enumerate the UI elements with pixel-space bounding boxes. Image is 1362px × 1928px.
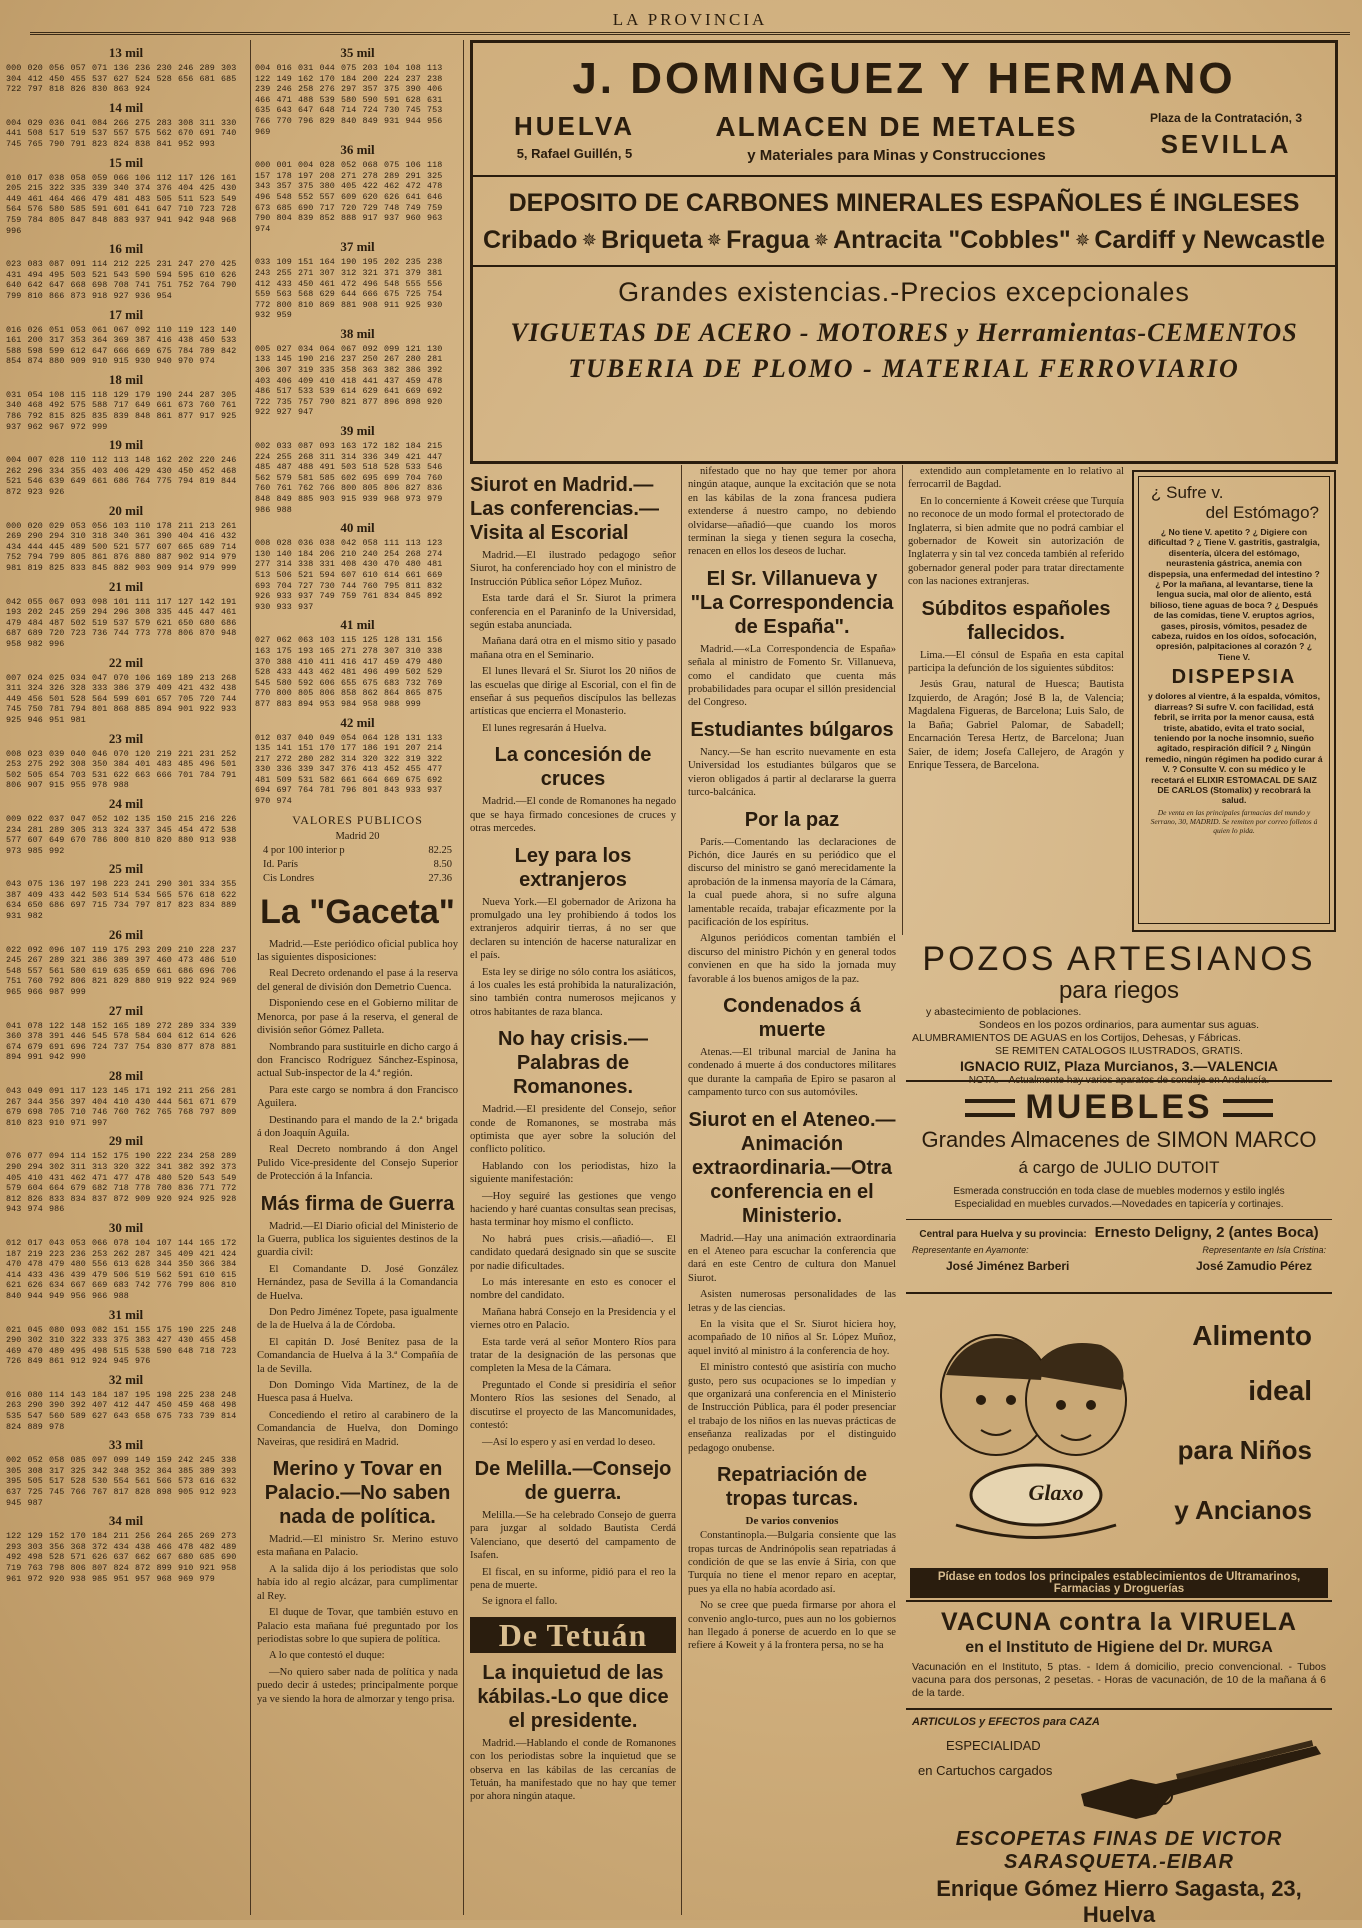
valores-value: 82.25 xyxy=(428,844,452,856)
paragraph: Madrid.—El conde de Romanones ha negado que se haya firmado concesiones de cruces y otras mercedes. xyxy=(470,796,676,835)
store-sub: y Materiales para Minas y Construcciones xyxy=(747,147,1046,164)
vacuna-subtitle: en el Instituto de Higiene del Dr. MURGA xyxy=(965,1639,1273,1656)
lottery-title: 32 mil xyxy=(108,1371,144,1387)
paragraph: Nueva York.—El gobernador de Arizona ha promulgado una ley prohibiendo á todos los extranjeros adquirir tierras, á no ser que declaren su intención de hacerse naturalizar en el país. xyxy=(470,896,676,962)
star-ornament-icon: ✵ xyxy=(1075,230,1091,250)
paragraph: Don Domingo Vida Martínez, de la de Huesca pasa á Huelva. xyxy=(257,1380,458,1405)
paragraph: Mañana habrá Consejo en la Presidencia y el viernes otro en Palacio. xyxy=(470,1306,676,1332)
lottery-numbers: 022 092 096 107 119 175 293 209 210 228 237 245 267 289 321 386 389 397 460 473 486 510 548 557 561 580 619 635 659 661 686 696 706 751 760 792 806 821 829 880 919 922 924 969 965 966 987 999 xyxy=(6,944,237,998)
gaceta-headline: La "Gaceta" xyxy=(260,892,455,931)
carbon-type: Briqueta xyxy=(601,226,703,254)
store-name: ALMACEN DE METALES xyxy=(715,111,1078,142)
paragraph: Madrid.—«La Correspondencia de España» señala al ministro de Fomento Sr. Villanueva, como el candidato que cuenta más probabilidades para ocupar el sillón presidencial del Congreso. xyxy=(688,643,896,709)
muebles-subtitle: Grandes Almacenes de SIMON MARCO xyxy=(921,1127,1317,1152)
paragraph: Constantinopla.—Bulgaria consiente que las tropas turcas de Andrinópolis sean repatriadas á condición de que se las envíe á Siria, con que Turquía no tiene el menor reparo en aceptar, pues ya ella no había acordado así. xyxy=(688,1530,896,1595)
cartuchos-line: en Cartuchos cargados xyxy=(918,1763,1053,1778)
paragraph: Nancy.—Se han escrito nuevamente en esta Universidad los estudiantes búlgaros que se vieron obligados á partir al declararse la guerra turco-balcánica. xyxy=(688,746,896,799)
star-ornament-icon: ✵ xyxy=(581,230,597,250)
carbon-type: Cribado xyxy=(483,226,578,254)
valores-city: Madrid 20 xyxy=(335,830,380,842)
lottery-title: 21 mil xyxy=(108,578,144,594)
paragraph: Destinando para el mando de la 2.ª brigada á don Joaquín Aguila. xyxy=(257,1114,458,1139)
estomago-title-2: del Estómago? xyxy=(1205,503,1319,522)
guerra-body xyxy=(255,1220,460,1450)
escopetas-footer: Enrique Gómez Hierro Sagasta, 23, Huelva xyxy=(936,1876,1302,1927)
escopetas-ad xyxy=(906,1716,1332,1927)
tuberia-line: TUBERIA DE PLOMO - MATERIAL FERROVIARIO xyxy=(568,354,1240,383)
caza-line: ARTICULOS y EFECTOS para CAZA xyxy=(912,1716,1100,1728)
lottery-title: 22 mil xyxy=(108,654,144,670)
paragraph: No se cree que pueda firmarse por ahora el convenio anglo-turco, pues aun no los gobiernos han llegado á ponerse de acuerdo en lo que se refiere á Koweit y á la frontera persa, no se ha xyxy=(688,1600,896,1652)
alimento-ancianos: y Ancianos xyxy=(1174,1495,1312,1525)
lottery-numbers: 010 017 038 058 059 066 106 112 117 126 161 205 215 322 335 339 340 374 376 404 425 430 449 461 464 466 479 481 483 505 511 523 549 564 576 580 585 591 601 641 647 710 723 728 759 784 805 847 848 883 937 941 942 948 968 996 xyxy=(6,172,237,236)
valores-label: Id. París xyxy=(263,858,298,870)
carbon-type: Antracita "Cobbles" xyxy=(833,226,1071,254)
lottery-title: 23 mil xyxy=(108,730,144,746)
tetuan-headline: De Tetuán xyxy=(470,1617,676,1653)
lottery-numbers: 023 083 087 091 114 212 225 231 247 270 425 431 494 495 503 521 543 590 594 595 610 626 640 642 647 668 698 708 741 751 752 764 790 799 810 866 873 918 927 936 954 xyxy=(6,259,237,301)
column-4 xyxy=(686,465,898,1915)
city-right: SEVILLA xyxy=(1160,129,1292,159)
merino-headline: Merino y Tovar en Palacio.—No saben nada de política. xyxy=(264,1458,451,1529)
paragraph: Mañana dará otra en el mismo sitio y pasado mañana otra en el Seminario. xyxy=(470,636,676,661)
paragraph: Hablando con los periodistas, hizo la siguiente manifestación: xyxy=(470,1160,676,1186)
paragraph: Esta tarde verá al señor Montero Ríos para tratar de la designación de las personas que completen la Mesa de la Cámara. xyxy=(470,1336,676,1375)
alimento-ninos: para Niños xyxy=(1177,1435,1312,1465)
lottery-title: 39 mil xyxy=(340,423,375,439)
lottery-numbers: 008 028 036 038 042 058 111 113 123 130 140 184 206 210 240 254 268 274 277 314 338 331 408 430 470 480 481 513 506 521 594 607 610 614 661 669 693 704 727 730 744 760 795 811 832 926 933 937 749 759 761 834 845 892 930 933 937 xyxy=(255,538,443,612)
paragraph: Real Decreto ordenando el pase á la reserva del general de división don Demetrio Cuenca. xyxy=(257,968,458,993)
crisis-headline: No hay crisis.—Palabras de Romanones. xyxy=(497,1028,649,1099)
valores-label: Cis Londres xyxy=(263,872,315,884)
paragraph: El fiscal, en su informe, pidió para el reo la pena de muerte. xyxy=(470,1566,676,1591)
vacuna-title: VACUNA contra la VIRUELA xyxy=(941,1608,1297,1636)
deposito-line: DEPOSITO DE CARBONES MINERALES ESPAÑOLES É INGLESES xyxy=(508,189,1300,217)
column-3 xyxy=(468,465,678,1915)
bulgaros-headline: Estudiantes búlgaros xyxy=(690,718,894,741)
estomago-footer: De venta en las principales farmacias del mundo y Serrano, 30, MADRID. Se remiten por correo folletos á quien lo pida. xyxy=(1150,807,1318,835)
city-left: HUELVA xyxy=(513,111,636,141)
paragraph: Lo más interesante en esto es conocer el nombre del candidato. xyxy=(470,1277,676,1302)
paragraph: Nombrando para sustituirle en dicho cargo á don Francisco Rodríguez Sánchez-Espinosa, actual Sub-inspector de la 4.ª región. xyxy=(257,1041,458,1080)
ateneo-headline: Siurot en el Ateneo.—Animación extraordinaria.—Otra conferencia en el Ministerio. xyxy=(688,1108,896,1227)
lottery-column-2 xyxy=(255,45,460,807)
paragraph: No habrá pues crisis.—añadió—. El candidato quedará designado sin que se suscite por nadie dificultades. xyxy=(470,1233,676,1272)
lottery-numbers: 016 080 114 143 184 187 195 198 225 238 248 263 290 390 392 407 412 447 450 459 468 498 535 547 560 589 627 643 658 675 733 739 814 824 889 978 xyxy=(6,1389,237,1432)
guerra-headline: Más firma de Guerra xyxy=(260,1192,455,1215)
dominguez-ad xyxy=(470,40,1338,464)
paragraph: Se ignora el fallo. xyxy=(482,1596,558,1608)
muebles-title: MUEBLES xyxy=(1025,1088,1213,1126)
paz-headline: Por la paz xyxy=(744,808,840,831)
lottery-title: 31 mil xyxy=(108,1306,144,1322)
rep2-label: Representante en Isla Cristina: xyxy=(1202,1245,1326,1255)
paragraph: Jesús Grau, natural de Huesca; Bautista Izquierdo, de Aragón; José B la, de Valencia; Magdalena Figueras, de Barcelona; Luis Salo, de la Baña; Gabriel Palomar, de Sabadell; Encarnación Teresa Hertz, de Barcelona; Juan Saier, de idem; Josefa Callejero, de Aragón y Enrique Tessera, de Barcelona. xyxy=(908,679,1124,771)
paragraph: El lunes regresarán á Huelva. xyxy=(482,722,607,734)
paragraph: Para este cargo se nombra á don Francisco Aguilera. xyxy=(257,1084,458,1110)
lottery-numbers: 027 062 063 103 115 125 128 131 156 163 175 193 165 271 278 307 310 338 370 388 410 411 416 417 459 479 480 528 433 443 462 481 496 499 502 529 545 580 592 606 655 675 683 732 769 770 800 805 806 858 862 864 865 875 877 883 894 953 984 958 988 999 xyxy=(255,635,443,709)
column-2 xyxy=(255,40,460,1915)
address-right: Plaza de la Contratación, 3 xyxy=(1149,111,1303,125)
lottery-title: 15 mil xyxy=(108,154,144,170)
paragraph: El Comandante D. José González Hernández, pasa de Sevilla á la Comandancia de Huelva. xyxy=(257,1263,458,1302)
escopetas-line: ESCOPETAS FINAS DE VICTOR SARASQUETA.-EIBAR xyxy=(955,1828,1283,1873)
rep2-name: José Zamudio Pérez xyxy=(1195,1259,1312,1273)
lottery-title: 33 mil xyxy=(108,1437,144,1453)
lottery-numbers: 016 026 051 053 061 067 092 110 119 123 140 161 200 317 353 364 369 387 416 438 450 533 588 598 599 612 647 666 669 675 784 789 842 854 874 880 909 910 915 930 940 970 974 xyxy=(6,324,237,367)
glaxo-brand: Glaxo xyxy=(1028,1480,1084,1505)
column-rule xyxy=(902,465,903,935)
lottery-numbers: 043 075 136 197 198 223 241 290 301 334 355 387 409 433 442 503 514 534 565 576 618 622 634 650 686 697 715 734 797 817 823 834 889 931 982 xyxy=(6,879,237,922)
lottery-title: 27 mil xyxy=(108,1002,144,1018)
pozos-line-4: SE REMITEN CATALOGOS ILUSTRADOS, GRATIS. xyxy=(995,1045,1243,1057)
muebles-ad xyxy=(906,1080,1332,1294)
lottery-numbers: 007 024 025 034 047 070 106 169 189 213 268 311 324 326 328 333 386 379 409 421 432 438 449 456 501 528 564 599 601 657 705 720 744 745 750 781 794 801 868 885 894 901 922 933 925 946 951 981 xyxy=(6,672,237,725)
lottery-numbers: 004 029 036 041 084 266 275 283 308 311 330 441 508 517 519 537 557 575 562 670 691 740 745 765 790 791 823 824 838 841 952 993 xyxy=(6,117,237,149)
dominguez-name: J. DOMINGUEZ Y HERMANO xyxy=(572,54,1236,103)
estomago-title-1: ¿ Sufre v. xyxy=(1151,483,1224,502)
especialidad-line: ESPECIALIDAD xyxy=(946,1738,1041,1753)
child-illustration-icon xyxy=(926,1320,1136,1545)
column-rule xyxy=(681,465,682,1915)
pozos-line-6: NOTA.—Actualmente hay varios aparatos de sondaje en Andalucía. xyxy=(968,1075,1270,1086)
paragraph: —Hoy seguiré las gestiones que vengo haciendo y haré cuantas consultas sean precisas, hasta terminar hoy mismo el conflicto. xyxy=(470,1190,676,1229)
valores-title: VALORES PUBLICOS xyxy=(292,812,423,827)
paragraph: Madrid.—Este periódico oficial publica hoy las siguientes disposiciones: xyxy=(257,938,458,964)
paragraph: Disponiendo cese en el Gobierno militar de Menorca, por pase á la reserva, el general de división señor Gómez Palleta. xyxy=(257,998,458,1037)
lottery-numbers: 021 045 080 093 082 151 155 175 190 225 248 290 302 310 322 333 375 383 427 430 455 458 469 470 489 495 498 515 538 590 648 718 723 726 849 861 912 924 945 976 xyxy=(6,1324,237,1367)
pozos-line-5: IGNACIO RUIZ, Plaza Murcianos, 3.—VALENCIA xyxy=(960,1058,1278,1074)
rule-ornament xyxy=(965,1099,1015,1117)
lottery-numbers: 000 020 029 053 056 103 110 178 211 213 261 269 290 294 310 318 340 361 390 404 416 432 434 444 445 489 500 521 577 607 665 689 714 752 794 799 805 861 876 880 887 902 914 979 981 819 825 833 845 882 903 909 914 979 999 xyxy=(6,520,237,573)
lottery-numbers: 076 077 094 114 152 175 190 222 234 258 289 290 294 302 311 313 320 322 341 382 392 373 405 410 431 462 471 477 478 480 520 543 549 579 604 664 679 682 718 778 780 836 771 772 812 826 833 834 837 872 909 920 924 925 928 943 974 986 xyxy=(6,1151,237,1215)
pozos-ad xyxy=(906,940,1332,1086)
paragraph: extendido aun completamente en lo relativo al ferrocarril de Bagdad. xyxy=(908,466,1124,491)
lottery-numbers: 000 001 004 028 052 068 075 106 118 157 178 197 208 271 278 289 291 325 343 357 375 380 405 422 462 472 478 496 548 552 557 609 620 626 641 646 673 685 690 717 720 729 748 749 759 790 804 839 852 888 917 937 960 963 974 xyxy=(255,160,443,234)
villanueva-headline: El Sr. Villanueva y "La Correspondencia de España". xyxy=(690,567,894,638)
lottery-numbers: 004 016 031 044 075 203 104 108 113 122 149 162 170 184 200 224 237 238 239 246 258 276 297 357 375 390 406 466 471 488 539 580 590 591 628 631 635 643 647 648 714 724 730 745 753 766 770 796 829 840 849 931 944 956 969 xyxy=(255,63,443,137)
cruces-headline: La concesión de cruces xyxy=(494,744,652,791)
alimento-ideal: ideal xyxy=(1248,1375,1312,1406)
lottery-title: 13 mil xyxy=(108,45,144,60)
lottery-title: 29 mil xyxy=(108,1133,144,1149)
lottery-column-1 xyxy=(6,40,246,1915)
muebles-cargo: á cargo de JULIO DUTOIT xyxy=(1018,1158,1220,1177)
rule-ornament xyxy=(1223,1099,1273,1117)
muebles-line-1: Esmerada construcción en toda clase de muebles modernos y estilo inglés xyxy=(953,1186,1285,1197)
central-value: Ernesto Deligny, 2 (antes Boca) xyxy=(1094,1224,1319,1241)
rep1-label: Representante en Ayamonte: xyxy=(912,1245,1029,1255)
alimento-ad xyxy=(906,1300,1332,1602)
carbones-row xyxy=(473,218,1335,267)
valores-label: 4 por 100 interior p xyxy=(263,844,345,856)
lottery-title: 41 mil xyxy=(340,617,375,633)
valores-row xyxy=(263,872,452,886)
rep1-name: José Jiménez Barberi xyxy=(946,1259,1070,1273)
paragraph: Don Pedro Jiménez Topete, pasa igualmente de la de Huelva á la de Córdoba. xyxy=(257,1307,458,1332)
pozos-title: POZOS ARTESIANOS xyxy=(922,940,1316,978)
column-rule xyxy=(250,40,251,1915)
lottery-numbers: 005 027 034 064 067 092 099 121 130 133 145 190 216 237 250 267 280 281 306 307 319 335 358 363 382 386 392 403 406 409 410 418 441 437 459 478 486 517 533 539 614 629 641 669 692 722 735 757 790 821 877 896 898 920 922 927 947 xyxy=(255,343,443,418)
paragraph: Concediendo el retiro al carabinero de la Comandancia de Huelva, don Domingo Naveiras, que residirá en Madrid. xyxy=(257,1409,458,1448)
viguetas-line: VIGUETAS DE ACERO - MOTORES y Herramientas-CEMENTOS xyxy=(510,318,1298,347)
lottery-title: 26 mil xyxy=(108,926,144,942)
paragraph: Madrid.—El ilustrado pedagogo señor Siurot, ha conferenciado hoy con el ministro de Instrucción Pública señor López Muñoz. xyxy=(470,550,676,588)
lottery-numbers: 012 017 043 053 066 078 104 107 144 165 172 187 219 223 236 253 262 287 345 409 421 424 470 478 479 480 556 613 628 344 350 366 384 414 433 436 439 479 506 519 562 591 610 615 621 626 634 667 669 683 742 776 799 806 810 840 944 949 956 966 988 xyxy=(6,1237,237,1301)
column-5 xyxy=(906,465,1126,935)
tropas-headline: Repatriación de tropas turcas. xyxy=(716,1464,868,1511)
paragraph: Preguntado el Conde si presidiría el señor Montero Ríos las sesiones del Senado, al discutirse el proyecto de las Mancomunidades, contestó: xyxy=(470,1379,676,1432)
alimento-footer: Pídase en todos los principales establecimientos de Ultramarinos, Farmacias y Droguerías xyxy=(910,1568,1328,1598)
lottery-title: 36 mil xyxy=(340,142,375,158)
tetuan-subheadline: La inquietud de las kábilas.-Lo que dice el presidente. xyxy=(477,1661,669,1732)
lottery-numbers: 122 129 152 170 184 211 256 264 265 269 273 293 303 356 368 372 434 438 466 478 482 489 492 498 528 571 626 637 662 667 680 685 690 719 763 798 806 807 824 872 899 910 921 958 961 972 920 938 985 951 957 968 969 979 xyxy=(6,1531,237,1584)
lottery-numbers: 008 023 039 040 046 070 120 219 221 231 252 253 275 292 308 350 384 401 483 485 496 501 502 505 654 703 531 622 663 666 701 784 791 806 907 915 955 978 988 xyxy=(6,748,237,791)
paragraph: París.—Comentando las declaraciones de Pichón, dice Jaurés en su periódico que el discurso del ministro se ganó merecidamente la aprobación de la inmensa mayoría de la Cámara, la cual puede ahora, si no sufre alguna lamentable recaída, trabajar eficazmente por la pacificación de los espíritus. xyxy=(688,836,896,928)
vacuna-text: Vacunación en el Instituto, 5 ptas. - Idem á domicilio, precio convencional. - Tubos vacuna para dos personas, 2 pesetas. - Horas de vacunación, de 10 de la mañana á 6 de la tarde. xyxy=(912,1661,1326,1699)
paragraph: En la visita que el Sr. Siurot hiciera hoy, acompañado de 10 niños al Sr. López Muñoz, aquel invitó al ministro á la conferencia de hoy. xyxy=(688,1319,896,1357)
lottery-numbers: 000 020 056 057 071 136 236 230 246 289 303 304 412 450 455 537 627 524 528 656 681 685 722 797 818 826 830 863 924 xyxy=(6,63,237,95)
tropas-subheadline: De varios convenios xyxy=(745,1515,839,1528)
pozos-line-1: y abastecimiento de poblaciones. xyxy=(926,1006,1082,1018)
lottery-title: 24 mil xyxy=(108,795,144,811)
lottery-title: 18 mil xyxy=(108,371,144,387)
valores-publicos xyxy=(255,813,460,886)
lottery-numbers: 004 007 028 110 112 113 148 162 202 220 246 262 296 334 355 403 406 429 430 450 452 468 521 546 639 649 661 686 764 775 794 819 844 872 923 926 xyxy=(6,455,237,498)
lottery-numbers: 002 033 087 093 163 172 182 184 215 224 255 268 311 314 336 349 421 447 485 487 488 491 503 518 528 533 546 562 579 581 585 602 695 699 704 760 760 761 762 766 800 805 806 827 836 848 849 885 903 915 939 968 973 979 986 988 xyxy=(255,441,443,515)
lottery-title: 25 mil xyxy=(108,861,144,877)
paragraph: A lo que contestó el duque: xyxy=(269,1650,385,1662)
pozos-line-3: ALUMBRAMIENTOS DE AGUAS en los Cortijos, Dehesas, y Fábricas. xyxy=(912,1032,1241,1044)
siurot-headline: Siurot en Madrid.—Las conferencias.—Visita al Escorial xyxy=(470,474,659,544)
dispepsia-headline: DISPEPSIA xyxy=(1171,666,1297,689)
melilla-headline: De Melilla.—Consejo de guerra. xyxy=(474,1457,672,1504)
lottery-numbers: 043 049 091 117 123 145 171 192 211 256 281 267 344 356 397 404 410 430 444 561 671 679 679 698 705 710 746 760 762 765 768 797 809 810 823 910 971 997 xyxy=(6,1086,237,1128)
lottery-numbers: 012 037 040 049 054 064 128 131 133 135 141 151 170 177 186 191 207 214 217 272 280 282 314 320 322 319 322 330 336 339 347 376 413 452 455 477 481 509 531 582 661 664 669 675 692 694 697 764 781 796 801 843 933 937 970 974 xyxy=(255,732,443,807)
lottery-title: 16 mil xyxy=(108,241,144,257)
paragraph: Melilla.—Se ha celebrado Consejo de guerra para juzgar al soldado Bautista Cerdá Valenciano, que desertó del campamento de Isafen. xyxy=(470,1509,676,1562)
extranjeros-headline: Ley para los extranjeros xyxy=(514,844,632,891)
paragraph: Asisten numerosas personalidades de las letras y de las ciencias. xyxy=(688,1289,896,1314)
lottery-title: 34 mil xyxy=(108,1513,144,1529)
pozos-line-2: Sondeos en los pozos ordinarios, para aumentar sus aguas. xyxy=(978,1019,1260,1031)
estomago-text-2: y dolores al vientre, á la espalda, vómitos, diarreas? Si sufre V. con facilidad, está febril, se irrita por la menor causa, está triste, abatido, evita el trato social, teniendo por la noche insomnio, sueño agitado, respiración difícil ? ¿ Ningún remedio, ningún régimen ha podido curar á V. ? Consulte V. con su médico y le recetará el ELIXIR ESTOMACAL DE SAIZ DE CARLOS (Stomalix) y recobrará la salud. xyxy=(1145,691,1323,806)
rifle-icon xyxy=(1076,1734,1326,1824)
paragraph: Esta ley se dirige no sólo contra los asiáticos, á los cuales les está prohibida la naturalización, sino también contra numerosos mejicanos y otros habitantes de raza blanca. xyxy=(470,966,676,1018)
valores-value: 8.50 xyxy=(433,858,452,870)
vacuna-ad xyxy=(906,1608,1332,1710)
lottery-numbers: 031 054 108 115 118 129 179 190 244 287 305 340 468 492 575 588 717 649 661 673 760 761 786 792 815 825 835 839 848 861 877 917 925 937 962 967 972 999 xyxy=(6,389,237,432)
estomago-text: ¿ No tiene V. apetito ? ¿ Digiere con dificultad ? ¿ Tiene V. gastritis, gastralgia, disentería, úlcera del estómago, neurastenia gástrica, anemia con dispepsia, una enfermedad del intestino ? ¿ Por la mañana, al levantarse, tiene la lengua sucia, mal olor de aliento, está bilioso, tiene aguas de boca ? ¿ Después de las comidas, tiene V. eruptos agrios, gases, pirosis, vómitos, pesadez de cabeza, ruidos en los oídos, sofocación, opresión, palpitaciones al corazón ? ¿ Tiene V. xyxy=(1148,527,1320,662)
pozos-subtitle: para riegos xyxy=(1058,977,1180,1004)
paragraph: El capitán D. José Benítez pasa de la Comandancia de Huelva á la 3.ª Compañía de la de Sevilla. xyxy=(257,1336,458,1375)
valores-value: 27.36 xyxy=(428,872,452,884)
masthead: LA PROVINCIA xyxy=(30,8,1350,35)
lottery-numbers: 033 109 151 164 190 195 202 235 238 243 255 271 307 312 321 371 379 381 412 433 450 461 472 496 548 555 556 559 563 568 629 644 666 675 725 754 772 800 810 869 881 908 911 925 930 932 959 xyxy=(255,257,443,321)
lottery-title: 19 mil xyxy=(108,437,144,453)
carbon-type: Fragua xyxy=(726,226,810,254)
paragraph: Lima.—El cónsul de España en esta capital participa la defunción de los siguientes súbditos: xyxy=(908,649,1124,675)
valores-row xyxy=(263,858,452,872)
lottery-title: 30 mil xyxy=(108,1219,144,1235)
paragraph: Esta tarde dará el Sr. Siurot la primera conferencia en el Paraninfo de la Universidad, según estaba anunciada. xyxy=(470,593,676,632)
lottery-numbers: 009 022 037 047 052 102 135 150 215 216 226 234 281 289 305 313 324 337 345 454 472 538 577 607 649 670 786 800 810 820 880 913 938 973 985 992 xyxy=(6,813,237,856)
lottery-title: 38 mil xyxy=(340,325,375,341)
merino-body xyxy=(255,1533,460,1706)
valores-row xyxy=(263,844,452,858)
lottery-title: 40 mil xyxy=(340,520,375,536)
paragraph: Real Decreto nombrando á don Angel Pulido Vice-presidente del Consejo Superior de Protección á la Infancia. xyxy=(257,1144,458,1183)
paragraph: Algunos periódicos comentan también el discurso del ministro Pichón y en general todos convienen en que ha sido la jornada muy favorable á los buenos amigos de la paz. xyxy=(688,933,896,985)
existencias-line: Grandes existencias.-Precios excepcionales xyxy=(618,277,1190,307)
lottery-numbers: 042 055 067 093 098 101 111 117 127 142 191 193 202 245 259 294 296 308 335 445 447 461 479 484 487 502 519 537 579 621 650 680 686 687 689 720 723 736 744 773 778 806 870 948 958 982 996 xyxy=(6,596,237,649)
paragraph: El lunes llevará el Sr. Siurot los 20 niños de las escuelas que dirige al Escorial, con el fin de enseñar á sus pequeños discípulos las bellezas artísticas que encierra el Monasterio. xyxy=(470,666,676,718)
condenados-headline: Condenados á muerte xyxy=(723,994,861,1041)
paragraph: Madrid.—Hay una animación extraordinaria en el Ateneo para escuchar la conferencia que dará en este Centro de cultura don Manuel Siurot. xyxy=(688,1232,896,1284)
paragraph: —Así lo espero y así en verdad lo deseo. xyxy=(482,1436,656,1448)
central-label: Central para Huelva y su provincia: xyxy=(919,1229,1087,1240)
lottery-title: 20 mil xyxy=(108,502,144,518)
paragraph: Madrid.—El presidente del Consejo, señor conde de Romanones, se mostraba más optimista que ayer sobre la solución del conflicto político. xyxy=(470,1104,676,1156)
paragraph: Madrid.—Hablando el conde de Romanones con los periodistas sobre la inquietud que se observa en las kábilas de las cercanías de Tetuán, ha manifestado que no hay que temer por ahora ningún ataque. xyxy=(470,1737,676,1803)
alimento-title: Alimento xyxy=(1192,1320,1312,1351)
address-left: 5, Rafael Guillén, 5 xyxy=(516,146,633,161)
muebles-line-2: Especialidad en muebles curvados.—Novedades en tapicería y cortinajes. xyxy=(954,1199,1284,1210)
estomago-ad xyxy=(1132,470,1336,932)
star-ornament-icon: ✵ xyxy=(813,230,829,250)
carbon-type: Cardiff y Newcastle xyxy=(1094,226,1325,254)
lottery-title: 17 mil xyxy=(108,306,144,322)
paragraph: En lo concerniente á Koweit créese que Turquía no reconoce de un modo formal el protectorado de Inglaterra, si bien admite que no podrá cambiar el gobernador de Koweit sin autorización de Inglaterra y sin tal vez conceda también al referido gobernador general poder para tratar directamente con las naciones extranjeras. xyxy=(908,495,1124,588)
star-ornament-icon: ✵ xyxy=(706,230,722,250)
paragraph: Atenas.—El tribunal marcial de Janina ha condenado á muerte á dos conductores militares que durante la campaña de Epiro se pasaron al campamento turco con sus automóviles. xyxy=(688,1046,896,1099)
paragraph: El ministro contestó que asistiría con mucho gusto, pero sus ocupaciones se lo impedían y que organizará una conferencia en el Ministerio de Instrucción Pública, para él poder presenciar el trabajo de los niños en las nuevas prácticas de enseñanza realizadas por el distinguido pedagogo onubense. xyxy=(688,1362,896,1454)
paragraph: —No quiero saber nada de política y nada puedo decir á ustedes; principalmente porque ya ve siendo la hora de almorzar y tengo prisa. xyxy=(257,1666,458,1705)
gaceta-body xyxy=(255,938,460,1184)
lottery-title: 28 mil xyxy=(108,1068,144,1083)
lottery-title: 37 mil xyxy=(340,239,375,255)
paragraph: A la salida dijo á los periodistas que solo había ido al regio alcázar, para cumplimentar al Rey. xyxy=(257,1563,458,1602)
paragraph: Madrid.—El Diario oficial del Ministerio de la Guerra, publica los siguientes destinos de la guardia civil: xyxy=(257,1220,458,1259)
lottery-numbers: 002 052 058 085 097 099 149 159 242 245 338 305 308 317 325 342 348 352 364 385 389 393 395 505 517 528 530 554 561 566 573 616 632 637 725 745 766 767 817 828 898 905 912 923 945 987 xyxy=(6,1455,237,1508)
column-rule xyxy=(463,40,464,1915)
lottery-numbers: 041 078 122 148 152 165 189 272 289 334 339 360 378 391 446 545 578 584 604 612 614 626 674 679 691 696 724 737 754 830 877 878 881 894 991 942 990 xyxy=(6,1020,237,1063)
lottery-title: 14 mil xyxy=(108,99,144,115)
lottery-title: 35 mil xyxy=(340,45,375,60)
paragraph: El duque de Tovar, que también estuvo en Palacio esta mañana fué preguntado por los periodistas sobre lo que supiera de política. xyxy=(257,1607,458,1645)
lottery-title: 42 mil xyxy=(340,714,375,730)
paragraph: Madrid.—El ministro Sr. Merino estuvo esta mañana en Palacio. xyxy=(257,1534,458,1559)
paragraph: nifestado que no hay que temer por ahora ningún ataque, aunque la excitación que se nota en las kábilas de la zona francesa pudiera extenderse á nuestro campo, no debiendo olvidarse—añadió—que cuando los moros terminan la siega y tienen segura la cosecha, renacen en ellos los deseos de luchar. xyxy=(688,466,896,558)
subditos-headline: Súbditos españoles fallecidos. xyxy=(921,597,1111,644)
